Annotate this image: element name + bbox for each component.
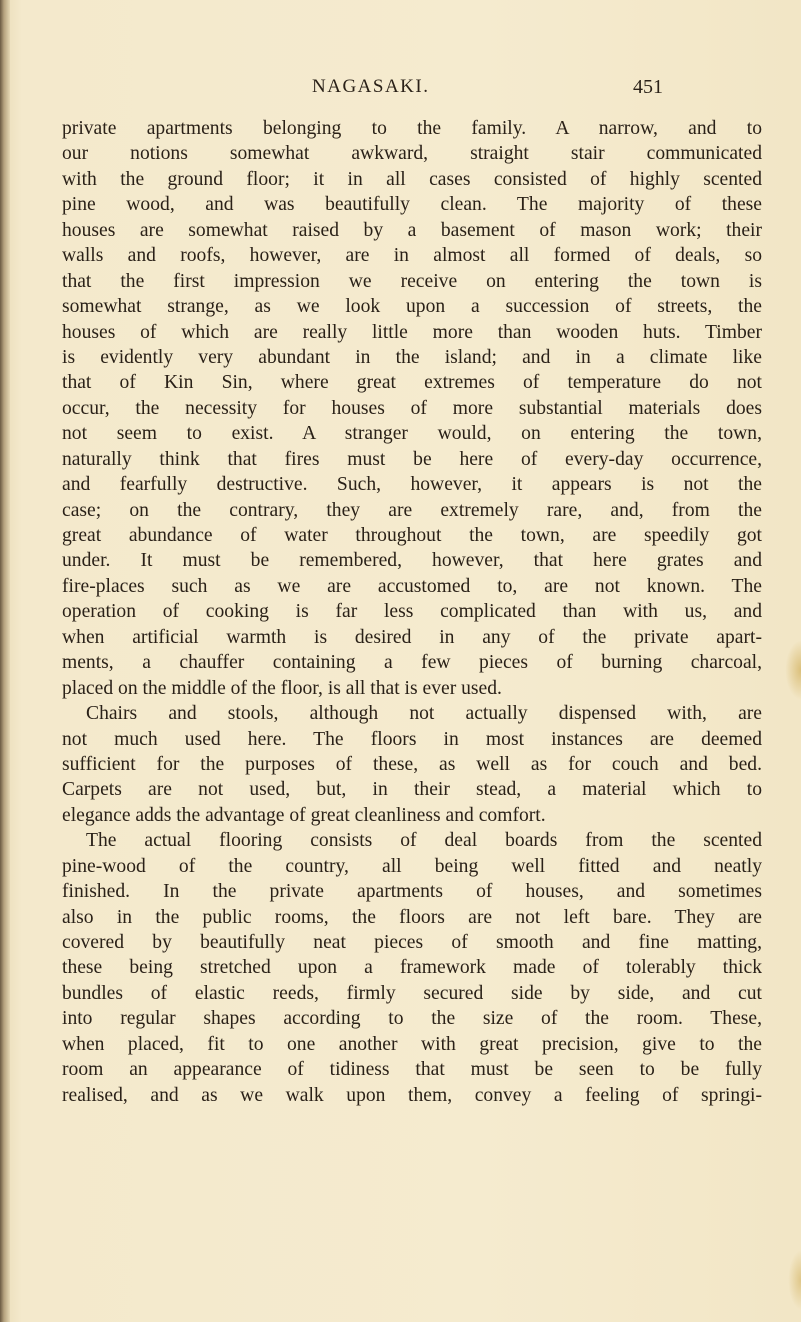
text-line: operation of cooking is far less complicated than with us, and	[62, 601, 762, 623]
text-line: pine-wood of the country, all being well fitted and neatly	[62, 855, 762, 877]
text-line: with the ground floor; it in all cases consisted of highly scented	[62, 168, 762, 190]
text-line: finished. In the private apartments of houses, and sometimes	[62, 881, 762, 903]
text-line: Carpets are not used, but, in their stead, a material which to	[62, 779, 762, 801]
paragraph-last-line: placed on the middle of the floor, is all that is ever used.	[62, 677, 502, 699]
text-line: these being stretched upon a framework made of tolerably thick	[62, 957, 762, 979]
text-line: and fearfully destructive. Such, however, it appears is not the	[62, 474, 762, 496]
text-line: case; on the contrary, they are extremely rare, and, from the	[62, 499, 762, 521]
text-line: occur, the necessity for houses of more substantial materials does	[62, 397, 762, 419]
text-line: is evidently very abundant in the island; and in a climate like	[62, 346, 762, 368]
text-line: our notions somewhat awkward, straight stair communicated	[62, 143, 762, 165]
text-line: not much used here. The floors in most instances are deemed	[62, 728, 762, 750]
text-line: ments, a chauffer containing a few pieces of burning charcoal,	[62, 652, 762, 674]
body-text	[62, 116, 762, 1108]
paragraph-last-line: elegance adds the advantage of great cleanliness and comfort.	[62, 804, 546, 826]
text-line: into regular shapes according to the size of the room. These,	[62, 1008, 762, 1030]
text-line: covered by beautifully neat pieces of smooth and fine matting,	[62, 932, 762, 953]
text-line: great abundance of water throughout the town, are speedily got	[62, 525, 762, 546]
text-line: naturally think that fires must be here of every-day occurrence,	[62, 448, 762, 470]
text-line: room an appearance of tidiness that must be seen to be fully	[62, 1059, 762, 1081]
text-line: also in the public rooms, the floors are not left bare. They are	[62, 906, 762, 928]
text-line: fire-places such as we are accustomed to, are not known. The	[62, 575, 762, 597]
text-line: not seem to exist. A stranger would, on entering the town,	[62, 423, 762, 445]
page-stain	[785, 640, 801, 700]
text-line: walls and roofs, however, are in almost all formed of deals, so	[62, 245, 762, 267]
text-line: houses are somewhat raised by a basement of mason work; their	[62, 219, 762, 241]
paragraph-first-line: The actual flooring consists of deal boards from the scented	[86, 830, 762, 852]
text-line: pine wood, and was beautifully clean. The majority of these	[62, 194, 762, 216]
text-line: somewhat strange, as we look upon a succession of streets, the	[62, 296, 762, 318]
text-line: that the first impression we receive on entering the town is	[62, 270, 762, 292]
text-line: houses of which are really little more than wooden huts. Timber	[62, 321, 762, 343]
text-line: sufficient for the purposes of these, as well as for couch and bed.	[62, 753, 762, 775]
text-line: that of Kin Sin, where great extremes of temperature do not	[62, 372, 762, 394]
page-gutter-shadow	[0, 0, 10, 1322]
text-line: bundles of elastic reeds, firmly secured side by side, and cut	[62, 982, 762, 1004]
page-number: 451	[633, 76, 663, 98]
text-line: under. It must be remembered, however, that here grates and	[62, 550, 762, 572]
running-head: NAGASAKI.	[312, 76, 430, 97]
text-line: private apartments belonging to the family. A narrow, and to	[62, 118, 762, 139]
paragraph-first-line: Chairs and stools, although not actually dispensed with, are	[86, 703, 762, 725]
text-line: realised, and as we walk upon them, convey a feeling of springi-	[62, 1084, 762, 1106]
text-line: when placed, fit to one another with great precision, give to the	[62, 1033, 762, 1055]
text-line: when artificial warmth is desired in any of the private apart-	[62, 626, 762, 648]
page-stain	[788, 1250, 801, 1310]
